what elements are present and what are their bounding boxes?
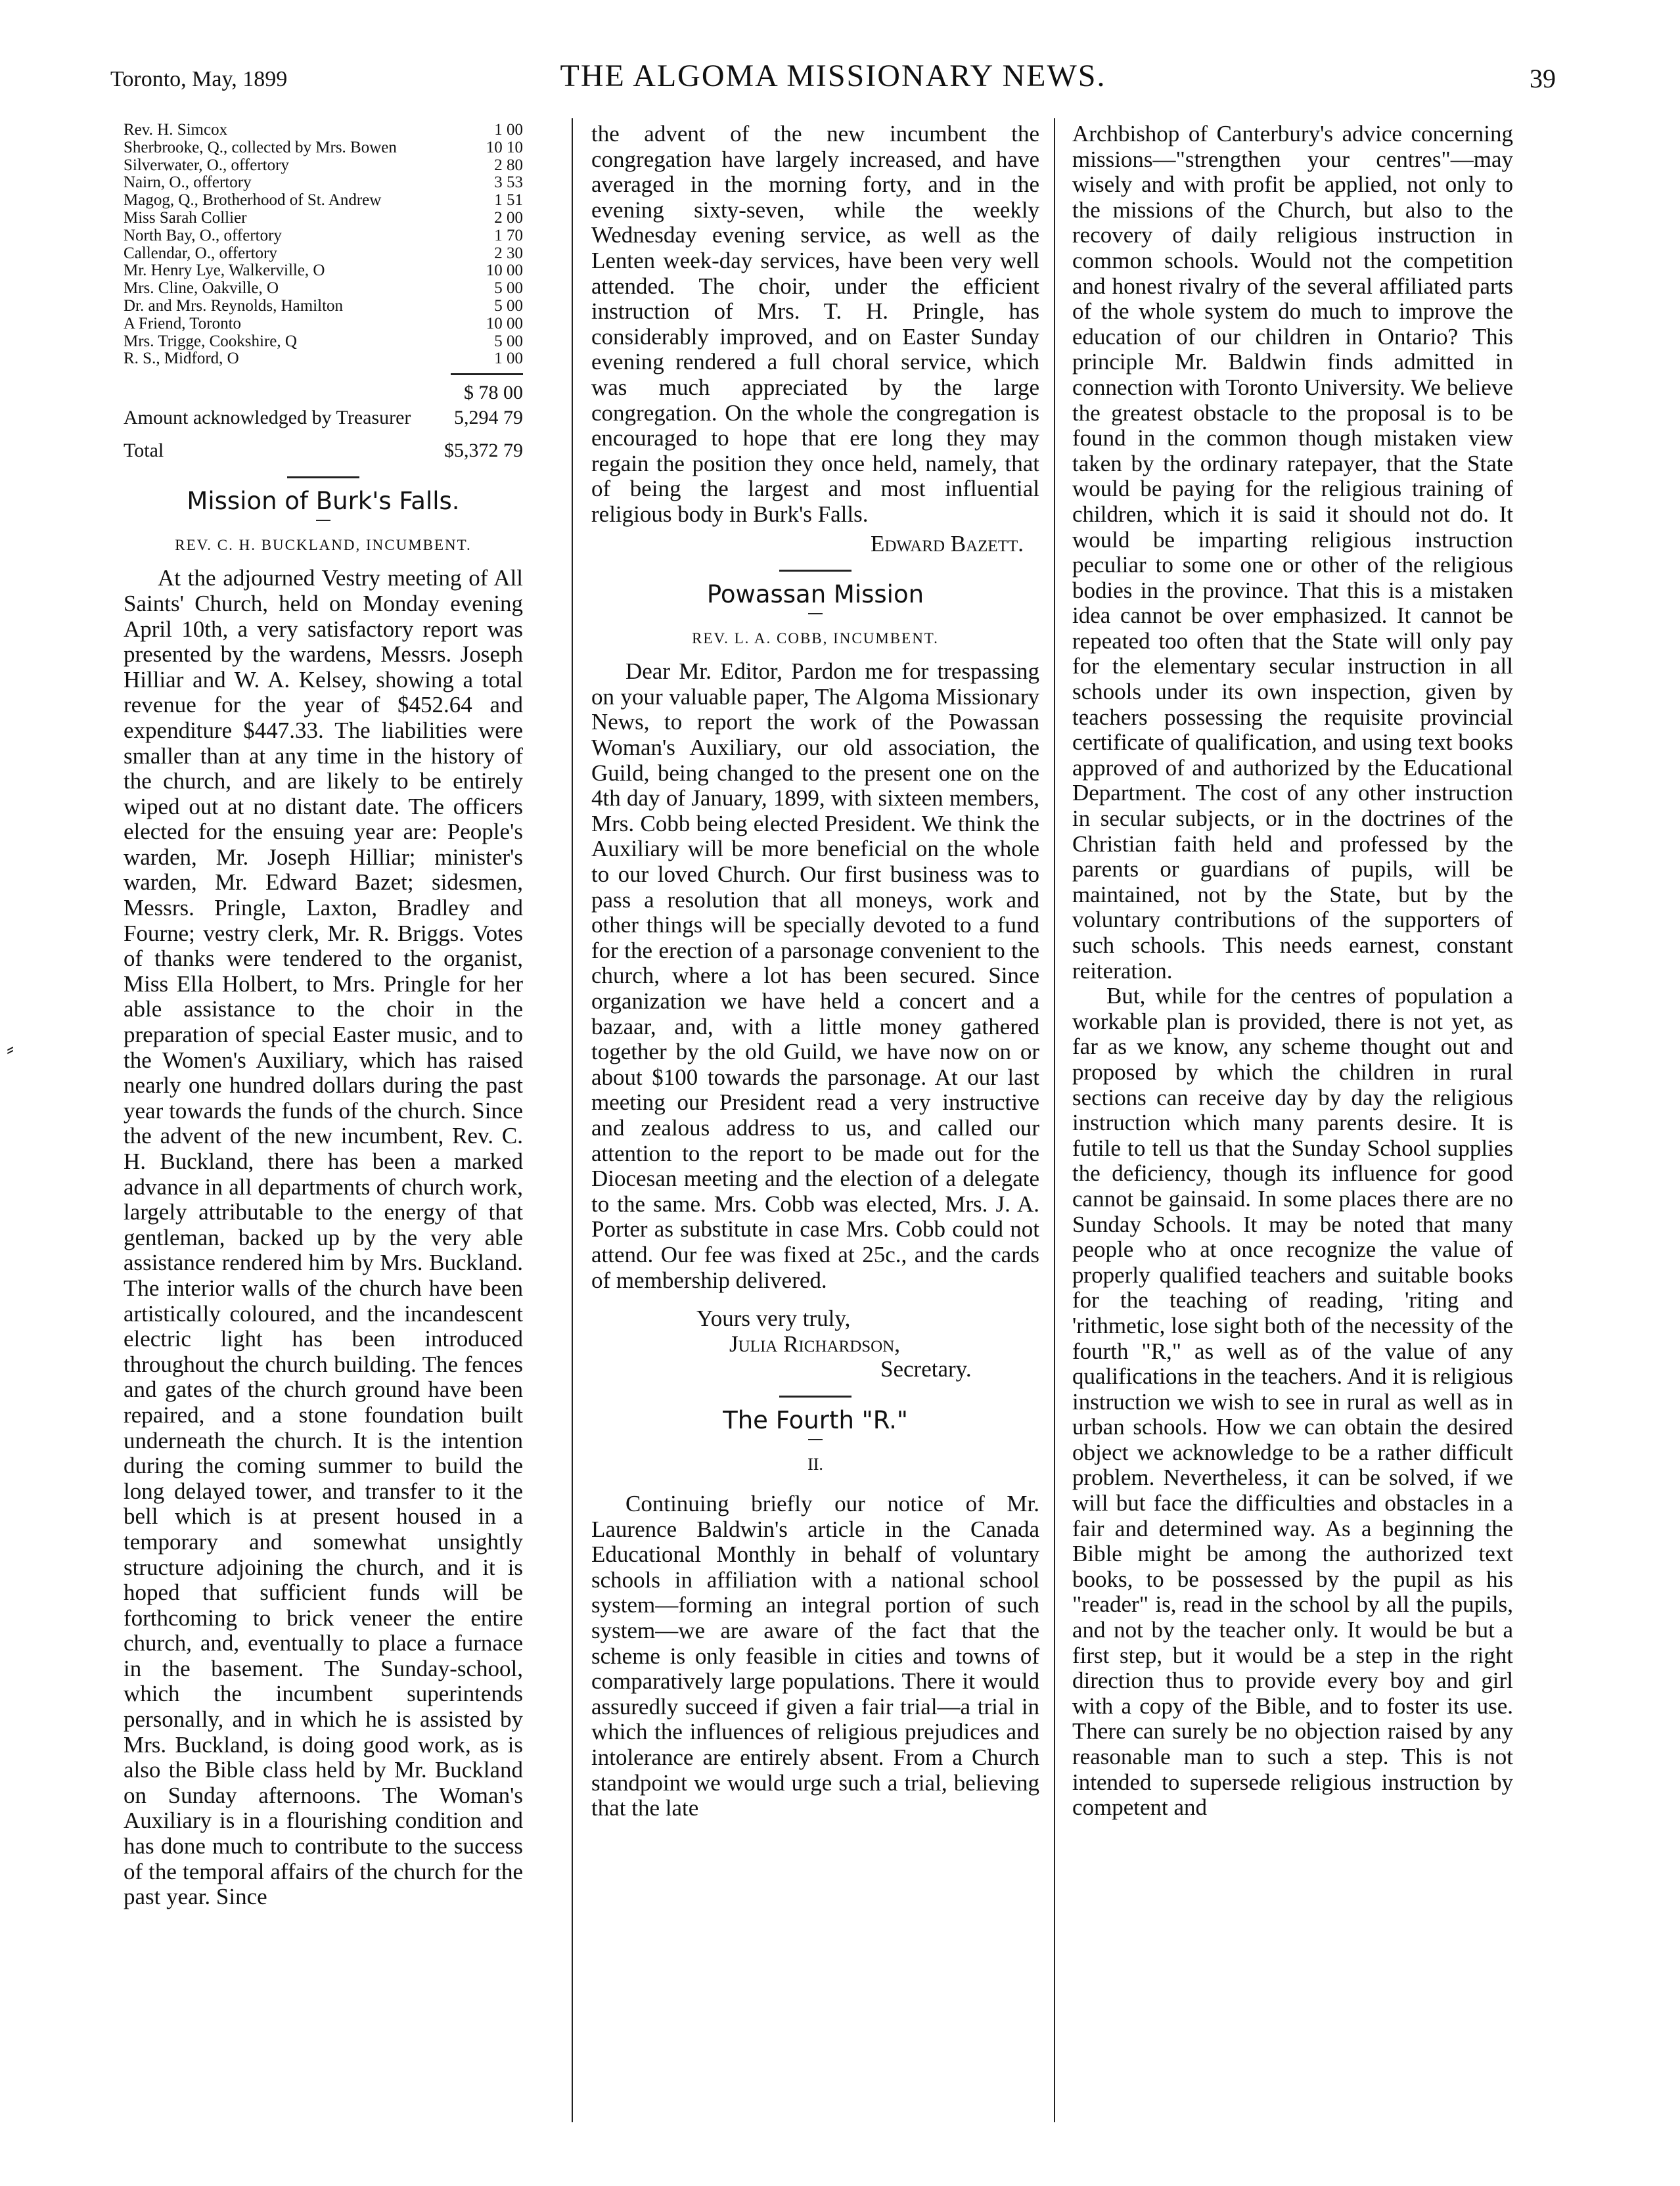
column-divider	[1054, 118, 1055, 2122]
signer-role: Secretary.	[880, 1356, 972, 1382]
article-paragraph-continued: Archbishop of Canterbury's advice concerning missions—"strengthen your centres"—may wisely and with profit be applied, not only to the missions of the Church, but also to the recovery of daily religious instruction in common schools. Would not the competition and honest rivalry of the several affiliated parts of the whole system do much to improve the education of our children in Ontario? This principle Mr. Baldwin finds admitted in connection with Toronto University. We believe the greatest obstacle to the proposal is to be found in the common though mistaken view taken by the ordinary ratepayer, that the State would be paying for the religious training of children, which it is said it should not do. It would be imparting religious instruction peculiar to some one or other of the religious bodies in the province. That this is a mistaken idea cannot be over emphasized. It cannot be repeated too often that the State will only pay for the elementary secular instruction in all schools under its own inspection, given by teachers possessing the requisite provincial certificate of qualification, and using text books approved of and authorized by the Educational Department. The cost of any other instruction in secular subjects, or in the doctrines of the Christian faith held and professed by the parents or guardians of pupils, will be maintained, not by the State, but by the voluntary contributions of the supporters of such schools. This needs earnest, constant reiteration.	[1072, 122, 1513, 984]
title-dash	[316, 520, 330, 521]
header-page-number: 39	[1530, 64, 1556, 93]
column-divider	[572, 118, 573, 2122]
section-rule	[779, 570, 851, 572]
donation-row: Callendar, O., offertory 2 30	[124, 244, 523, 262]
letter-paragraph: Dear Mr. Editor, Pardon me for trespassing on your valuable paper, The Algoma Missionary News, to report the work of the Powassan Woman's Auxiliary, our old association, the Guild, being changed to the present one on the 4th day of January, 1899, with sixteen members, Mrs. Cobb being elected President. We think the Auxiliary will be more beneficial on the whole to our loved Church. Our first business was to pass a resolution that all moneys, work and other things will be specially devoted to a fund for the erection of a parsonage convenient to the church, where a lot has been secured. Since organization we have held a concert and a bazaar, and, with a little money gathered together by the old Guild, we have now on or about $100 towards the parsonage. At our last meeting our President read a very instructive and zealous address to us, and called our attention to the report to be made out for the Diocesan meeting and the election of a delegate to the same. Mrs. Cobb was elected, Mrs. J. A. Porter as substitute in case Mrs. Cobb could not attend. Our fee was fixed at 25c., and the cards of membership delivered.	[591, 658, 1039, 1293]
article-paragraph: At the adjourned Vestry meeting of All Saints' Church, held on Monday evening April 10th, a very satisfactory report was presented by the wardens, Messrs. Joseph Hilliar and W. A. Kelsey, showing a total revenue for the year of $452.64 and expenditure $447.33. The liabilities were smaller than at any time in the history of the church, and are likely to be entirely wiped out at no distant date. The officers elected for the ensuing year are: People's warden, Mr. Joseph Hilliar; minister's warden, Mr. Edward Bazet; sidesmen, Messrs. Pringle, Laxton, Bradley and Fourne; vestry clerk, Mr. R. Briggs. Votes of thanks were tendered to the organist, Miss Ella Holbert, to Mrs. Pringle for her able assistance to the choir in the preparation of special Easter music, and to the Women's Auxiliary, which has raised nearly one hundred dollars during the past year towards the funds of the church. Since the advent of the new incumbent, Rev. C. H. Buckland, there has been a marked advance in all departments of church work, largely attributable to the energy of that gentleman, backed up by the very able assistance rendered him by Mrs. Buckland. The interior walls of the church have been artistically coloured, and the incandescent electric light has been introduced throughout the church building. The fences and gates of the church ground have been repaired, and a stone foundation built underneath the church. It is the intention during the coming summer to build the long delayed tower, and transfer to it the bell which is at present housed in a temporary and somewhat unsightly structure adjoining the church, and it is hoped that sufficient funds will be forthcoming to brick veneer the entire church, and, eventually to place a furnace in the basement. The Sunday-school, which the incumbent superintends personally, and in which he is assisted by Mrs. Buckland, is doing good work, as is also the Bible class held by Mr. Buckland on Sunday afternoons. The Woman's Auxiliary is in a flourishing condition and has done much to contribute to the success of the temporal affairs of the church for the past year. Since	[124, 565, 523, 1910]
margin-mark: ⸗	[7, 1037, 14, 1061]
title-dash	[808, 613, 823, 614]
donation-row: Nairn, O., offertory 3 53	[124, 174, 523, 192]
closing-line: Yours very truly,	[696, 1306, 851, 1332]
column-3	[1072, 122, 1513, 2119]
page-header	[110, 58, 1556, 104]
donation-summary	[124, 380, 523, 463]
byline: REV. L. A. COBB, INCUMBENT.	[692, 629, 939, 647]
column-2	[591, 122, 1039, 2119]
donation-row: A Friend, Toronto 10 00	[124, 315, 523, 332]
article-paragraph-continued: the advent of the new incumbent the congregation have largely increased, and have averaged in the morning forty, and in the evening sixty-seven, while the weekly Wednesday evening service, as well as the Lenten week-day services, have been very well attended. The choir, under the efficient instruction of Mrs. T. H. Pringle, has considerably improved, and on Easter Sunday evening rendered a full choral service, which was much appreciated by the large congregation. On the whole the congregation is encouraged to hope that ere long they may regain the position they once held, namely, that of being the largest and most influential religious body in Burk's Falls.	[591, 122, 1039, 527]
section-title-burks-falls: Mission of Burk's Falls.	[187, 487, 460, 516]
signature: Edward Bazett.	[870, 530, 1024, 557]
letter-closing	[591, 1306, 1039, 1382]
header-title: THE ALGOMA MISSIONARY NEWS.	[560, 58, 1106, 93]
section-rule	[287, 476, 359, 478]
title-dash	[808, 1439, 823, 1440]
donation-row: Magog, Q., Brotherhood of St. Andrew 1 51	[124, 192, 523, 210]
part-numeral: II.	[807, 1454, 823, 1474]
donation-row: Mrs. Cline, Oakville, O 5 00	[124, 280, 523, 298]
total-row: Total $5,372 79	[124, 440, 523, 462]
donation-row: Silverwater, O., offertory 2 80	[124, 156, 523, 174]
donation-list	[124, 122, 523, 368]
article-paragraph: Continuing briefly our notice of Mr. Laurence Baldwin's article in the Canada Educational Monthly in behalf of voluntary schools in affiliation with a national school system—forming an integral portion of such system—we are aware of the fact that the scheme is only feasible in cities and towns of comparatively large populations. There it would assuredly succeed if given a fair trial—a trial in which the influences of religious prejudices and intolerance are entirely absent. From a Church standpoint we would urge such a trial, believing that the late	[591, 1491, 1039, 1821]
article-paragraph: But, while for the centres of population a workable plan is provided, there is not yet, as far as we know, any scheme thought out and proposed by which the children in rural sections can receive day by day the religious instruction which many parents desire. It is futile to tell us that the Sunday School supplies the deficiency, though its influence for good cannot be gainsaid. In some places there are no Sunday Schools. It may be noted that many people who at once recognize the value of properly qualified teachers and suitable books for the teaching of reading, 'riting and 'rithmetic, lose sight both of the necessity of the fourth "R," as well as of the value of any qualifications in the teachers. And it is religious instruction we wish to see in rural as well as in urban schools. How we can obtain the desired object we acknowledge to be a rather difficult problem. Nevertheless, it can be solved, if we will but face the difficulties and obstacles in a fair and determined way. As a beginning the Bible might be among the authorized text books, to be possessed by the pupil as his "reader" is, read in the school by all the pupils, and not by the teacher only. It would be but a first step, but it would be a step in the right direction thus to provide every boy and girl with a copy of the Bible, and to foster its use. There can surely be no objection raised by any reasonable man to such a step. This is not intended to supersede religious instruction by competent and	[1072, 983, 1513, 1821]
donation-row: Dr. and Mrs. Reynolds, Hamilton 5 00	[124, 297, 523, 315]
byline: REV. C. H. BUCKLAND, INCUMBENT.	[175, 536, 472, 553]
section-rule	[779, 1396, 851, 1398]
section-title-powassan: Powassan Mission	[706, 580, 924, 609]
column-1	[124, 122, 523, 2119]
donation-row: North Bay, O., offertory 1 70	[124, 227, 523, 244]
donation-row: R. S., Midford, O 1 00	[124, 350, 523, 368]
donation-row: Sherbrooke, Q., collected by Mrs. Bowen 10 10	[124, 139, 523, 156]
donation-row: Miss Sarah Collier 2 00	[124, 209, 523, 227]
donation-row: Mrs. Trigge, Cookshire, Q 5 00	[124, 332, 523, 350]
donation-row: Rev. H. Simcox 1 00	[124, 122, 523, 139]
sum-rule	[451, 373, 523, 375]
donation-row: Mr. Henry Lye, Walkerville, O 10 00	[124, 262, 523, 280]
header-date: Toronto, May, 1899	[110, 67, 288, 91]
section-title-fourth-r: The Fourth "R."	[723, 1405, 908, 1434]
treasurer-row: Amount acknowledged by Treasurer 5,294 79	[124, 407, 523, 429]
signer-name: Julia Richardson,	[729, 1331, 901, 1357]
subtotal-row: $ 78 00	[464, 382, 523, 404]
